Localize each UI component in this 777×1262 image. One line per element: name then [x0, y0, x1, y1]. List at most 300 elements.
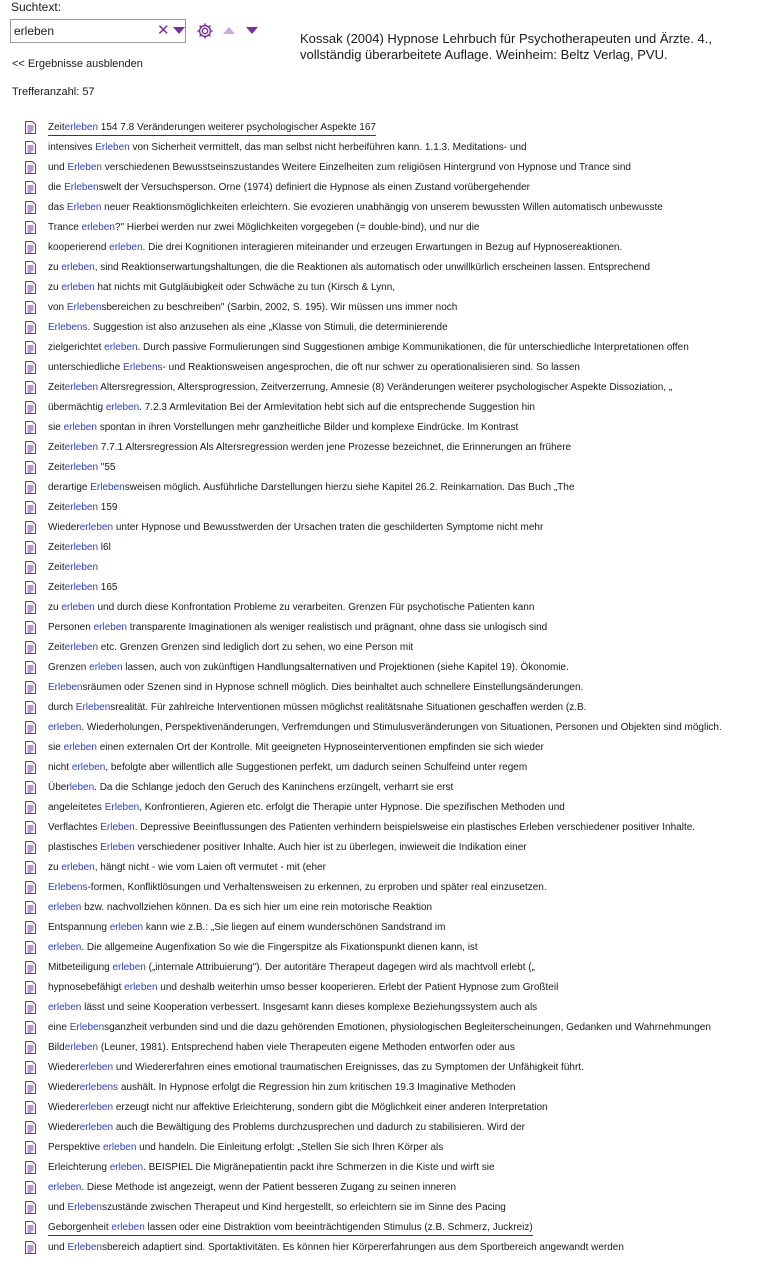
document-icon	[25, 741, 36, 754]
snippet-prefix: und	[48, 162, 68, 173]
result-snippet	[48, 981, 558, 994]
result-snippet	[48, 1181, 456, 1194]
search-term-highlight: erleben	[64, 1042, 99, 1053]
document-icon	[25, 1021, 36, 1034]
search-term-highlight: Erleben	[48, 682, 83, 693]
document-icon	[25, 861, 36, 874]
snippet-prefix: sie	[48, 742, 64, 753]
result-snippet	[48, 1081, 516, 1094]
snippet-prefix: Bild	[48, 1042, 65, 1053]
snippet-suffix: („internale Attribuierung"). Der autoritäre Therapeut dagegen wird als machtvoll erlebt („	[145, 962, 535, 973]
snippet-suffix: , hängt nicht - wie vom Laien oft vermutet - mit (eher	[94, 862, 326, 873]
list-item[interactable]	[0, 298, 777, 318]
snippet-suffix: etc. Grenzen Grenzen sind lediglich dort zu sehen, wo eine Person mit	[98, 642, 414, 653]
result-snippet	[48, 401, 535, 414]
snippet-prefix: übermächtig	[48, 402, 106, 413]
document-icon	[25, 1041, 36, 1054]
result-snippet	[48, 901, 432, 914]
result-snippet	[48, 1101, 548, 1114]
result-snippet	[48, 921, 445, 934]
snippet-suffix: aushält. In Hypnose erfolgt die Regression hin zum kritischen 19.3 Imaginative Methoden	[118, 1082, 516, 1093]
list-item[interactable]	[0, 218, 777, 238]
snippet-prefix: nicht	[48, 762, 72, 773]
result-snippet	[48, 1241, 624, 1254]
snippet-prefix: unterschiedliche	[48, 362, 124, 373]
result-snippet	[48, 341, 689, 354]
document-icon	[25, 241, 36, 254]
snippet-suffix: 159	[98, 502, 118, 513]
result-snippet	[48, 941, 478, 954]
search-term-highlight: erleben	[93, 622, 127, 633]
result-snippet	[48, 1141, 443, 1154]
search-term-highlight: erleben	[64, 642, 99, 653]
list-item[interactable]	[0, 578, 777, 598]
hide-results-link[interactable]: << Ergebnisse ausblenden	[12, 58, 143, 70]
result-snippet	[48, 621, 547, 634]
result-snippet	[48, 1001, 537, 1014]
list-item[interactable]	[0, 998, 777, 1018]
document-icon	[25, 641, 36, 654]
list-item[interactable]	[0, 318, 777, 338]
result-snippet	[48, 381, 672, 394]
document-icon	[25, 281, 36, 294]
snippet-prefix: die	[48, 182, 65, 193]
snippet-suffix: , Konfrontieren, Agieren etc. erfolgt die Therapie unter Hypnose. Die spezifischen Methoden und	[139, 802, 565, 813]
search-term-highlight: erleben	[63, 422, 97, 433]
document-icon	[25, 341, 36, 354]
search-term-highlight: erleben	[64, 562, 99, 573]
search-term-highlight: Erleben	[64, 182, 99, 193]
document-icon	[25, 461, 36, 474]
list-item[interactable]	[0, 178, 777, 198]
list-item[interactable]	[0, 898, 777, 918]
snippet-suffix: . Depressive Beeinflussungen des Patienten verhindern beispielsweise ein plastisches Erleben verschiedener positiver Inhalte.	[134, 822, 696, 833]
document-icon	[25, 321, 36, 334]
snippet-prefix: Zeit	[48, 382, 65, 393]
search-term-highlight: Erleben	[104, 802, 140, 813]
result-snippet	[48, 821, 695, 834]
snippet-prefix: hypnosebefähigt	[48, 982, 125, 993]
snippet-prefix: Zeit	[48, 122, 65, 133]
list-item[interactable]	[0, 778, 777, 798]
list-item[interactable]	[0, 238, 777, 258]
search-term-highlight: Erleben	[66, 302, 102, 313]
snippet-prefix: Geborgenheit	[48, 1222, 112, 1233]
list-item[interactable]	[0, 1198, 777, 1218]
result-snippet	[48, 661, 569, 674]
result-snippet	[48, 601, 534, 614]
snippet-prefix: Grenzen	[48, 662, 90, 673]
list-item[interactable]	[0, 478, 777, 498]
list-item[interactable]	[0, 1138, 777, 1158]
search-term-highlight: leben	[69, 782, 95, 793]
snippet-suffix: transparente Imaginationen als weniger realistisch und prägnant, ohne dass sie unlogisch sind	[126, 622, 548, 633]
snippet-suffix: und handeln. Die Einleitung erfolgt: „Stellen Sie sich Ihren Körper als	[136, 1142, 444, 1153]
document-icon	[25, 1241, 36, 1254]
document-icon	[25, 841, 36, 854]
snippet-suffix: bzw. nachvollziehen können. Da es sich hier um eine rein motorische Reaktion	[81, 902, 433, 913]
result-snippet	[48, 321, 448, 334]
document-icon	[25, 541, 36, 554]
snippet-suffix: . Die allgemeine Augenfixation So wie die Fingerspitze als Fixationspunkt dienen kann, ist	[81, 942, 478, 953]
document-icon	[25, 181, 36, 194]
snippet-prefix: Zeit	[48, 462, 65, 473]
search-term-highlight: Erleben	[95, 142, 130, 153]
result-snippet	[48, 141, 527, 154]
search-term-highlight: erleben	[105, 402, 140, 413]
snippet-prefix: Zeit	[48, 502, 65, 513]
document-icon	[25, 401, 36, 414]
list-item[interactable]	[0, 858, 777, 878]
document-icon	[25, 601, 36, 614]
result-snippet	[48, 641, 413, 654]
list-item[interactable]	[0, 1058, 777, 1078]
result-snippet	[48, 261, 650, 274]
list-item[interactable]	[0, 838, 777, 858]
search-term-highlight: Erleben	[100, 842, 135, 853]
snippet-suffix: . Diese Methode ist angezeigt, wenn der Patient besseren Zugang zu seinen inneren	[81, 1182, 457, 1193]
snippet-prefix: angeleitetes	[48, 802, 105, 813]
result-snippet	[48, 461, 115, 474]
snippet-prefix: eine	[48, 1022, 70, 1033]
document-icon	[25, 301, 36, 314]
snippet-suffix: sbereich adaptiert sind. Sportaktivitäten. Es können hier Körpererfahrungen aus dem Sportbereich angewandt werden	[101, 1242, 624, 1253]
snippet-prefix: Über	[48, 782, 70, 793]
result-snippet	[48, 1161, 495, 1174]
snippet-prefix: Trance	[48, 222, 82, 233]
document-icon	[25, 901, 36, 914]
search-term-highlight: Erlebens	[123, 362, 163, 373]
search-term-highlight: erleben	[48, 902, 82, 913]
result-snippet	[48, 361, 580, 374]
list-item[interactable]	[0, 938, 777, 958]
document-icon	[25, 761, 36, 774]
result-snippet	[48, 501, 118, 514]
list-item[interactable]	[0, 558, 777, 578]
search-term-highlight: erleben	[61, 282, 95, 293]
arrow-up-icon[interactable]	[223, 27, 235, 34]
search-label: Suchtext:	[11, 0, 62, 14]
list-item[interactable]	[0, 678, 777, 698]
snippet-suffix: 7.7.1 Altersregression Als Altersregression werden jene Prozesse bezeichnet, die Erinnerungen an frühere	[98, 442, 572, 453]
snippet-prefix: zielgerichtet	[48, 342, 105, 353]
snippet-prefix: Wieder	[48, 1122, 80, 1133]
result-snippet	[48, 1061, 584, 1074]
document-icon	[25, 361, 36, 374]
result-snippet	[48, 781, 453, 794]
snippet-suffix: auch die Bewältigung des Problems durchzusprechen und dadurch zu stabilisieren. Wird der	[113, 1122, 525, 1133]
list-item[interactable]	[0, 618, 777, 638]
search-term-highlight: erleben	[64, 542, 99, 553]
search-term-highlight: erleben	[64, 382, 99, 393]
result-snippet	[48, 741, 544, 754]
snippet-prefix: und	[48, 1202, 68, 1213]
snippet-suffix: sganzheit verbunden sind und die dazu gehörenden Emotionen, physiologischen Begleiterscheinungen, Gedanken und Wahrnehmungen	[104, 1022, 711, 1033]
list-item[interactable]	[0, 918, 777, 938]
arrow-down-icon[interactable]	[246, 27, 258, 34]
list-item[interactable]	[0, 818, 777, 838]
list-item[interactable]	[0, 198, 777, 218]
document-icon	[25, 261, 36, 274]
snippet-suffix: unter Hypnose und Bewusstwerden der Ursachen traten die geschilderten Symptome nicht mehr	[113, 522, 544, 533]
snippet-prefix: zu	[48, 602, 62, 613]
result-snippet	[48, 861, 326, 874]
result-snippet	[48, 881, 547, 894]
snippet-suffix: Altersregression, Altersprogression, Zeitverzerrung, Amnesie (8) Veränderungen weiterer psychologischer Aspekte Dissoziation, „	[98, 382, 673, 393]
result-snippet	[48, 961, 535, 974]
search-term-highlight: erleben	[124, 982, 158, 993]
result-snippet	[48, 701, 586, 714]
search-term-highlight: erleben	[81, 222, 115, 233]
result-snippet	[48, 681, 583, 694]
list-item[interactable]	[0, 1218, 777, 1238]
snippet-suffix: "55	[98, 462, 116, 473]
list-item[interactable]	[0, 358, 777, 378]
document-icon	[25, 121, 36, 134]
search-term-highlight: erleben	[64, 122, 99, 133]
snippet-suffix: szustände zwischen Therapeut und Kind hergestellt, so erleichtern sie im Sinne des Pacing	[101, 1202, 506, 1213]
result-snippet	[48, 241, 622, 254]
list-item[interactable]	[0, 438, 777, 458]
document-icon	[25, 821, 36, 834]
document-icon	[25, 521, 36, 534]
list-item[interactable]	[0, 418, 777, 438]
search-term-highlight: Erleben	[90, 482, 125, 493]
document-icon	[25, 201, 36, 214]
snippet-prefix: Entspannung	[48, 922, 110, 933]
document-icon	[25, 721, 36, 734]
result-snippet	[48, 841, 527, 854]
document-icon	[25, 1001, 36, 1014]
search-term-highlight: erleben	[79, 522, 114, 533]
result-snippet	[48, 1201, 506, 1214]
source-citation: Kossak (2004) Hypnose Lehrbuch für Psychotherapeuten und Ärzte. 4., vollständig überarbeitete Auflage. Weinheim: Beltz Verlag, PVU.	[300, 31, 712, 62]
snippet-suffix: srealität. Für zahlreiche Interventionen müssen möglichst realitätsnahe Situationen geschaffen werden (z.B.	[110, 702, 587, 713]
list-item[interactable]	[0, 538, 777, 558]
list-item[interactable]	[0, 258, 777, 278]
list-item[interactable]	[0, 338, 777, 358]
snippet-suffix: und Wiedererfahren eines emotional traumatischen Ereignisses, das zu Symptomen der Unfähigkeit führt.	[113, 1062, 584, 1073]
list-item[interactable]	[0, 878, 777, 898]
snippet-suffix: neuer Reaktionsmöglichkeiten erleichtern. Sie evozieren unabhängig von unserem bewussten Willen automatisch unbewusste	[101, 202, 663, 213]
snippet-prefix: das	[48, 202, 67, 213]
snippet-prefix: von	[48, 302, 67, 313]
snippet-suffix: , sind Reaktionserwartungshaltungen, die die Reaktionen als automatisch oder unwillkürlich erscheinen lassen. Entsprechend	[94, 262, 651, 273]
document-icon	[25, 221, 36, 234]
document-icon	[25, 621, 36, 634]
search-term-highlight: Erleben	[67, 1242, 102, 1253]
search-term-highlight: erleben	[61, 602, 95, 613]
document-icon	[25, 1121, 36, 1134]
snippet-prefix: Erleichterung	[48, 1162, 110, 1173]
list-item[interactable]	[0, 378, 777, 398]
snippet-suffix: (Leuner, 1981). Entsprechend haben viele Therapeuten eigene Methoden entworfen oder aus	[98, 1042, 515, 1053]
snippet-suffix: verschiedenen Bewusstseinszustandes Weitere Einzelheiten zum religiösen Hintergrund von Hypnose und Trance sind	[101, 162, 631, 173]
search-term-highlight: erleben	[109, 1162, 144, 1173]
hit-count: Trefferanzahl: 57	[12, 86, 95, 98]
snippet-prefix: Wieder	[48, 522, 80, 533]
snippet-prefix: durch	[48, 702, 76, 713]
result-snippet	[48, 1221, 533, 1236]
snippet-prefix: Zeit	[48, 442, 65, 453]
list-item[interactable]	[0, 1158, 777, 1178]
snippet-suffix: spontan in ihren Vorstellungen mehr ganzheitliche Bilder und komplexe Eindrücke. Im Kontrast	[96, 422, 519, 433]
search-term-highlight: Erleben	[69, 1022, 105, 1033]
document-icon	[25, 1161, 36, 1174]
document-icon	[25, 661, 36, 674]
list-item[interactable]	[0, 1018, 777, 1038]
snippet-suffix: verschiedener positiver Inhalte. Auch hier ist zu überlegen, inwieweit die Indikation einer	[134, 842, 527, 853]
search-term-highlight: erleben	[109, 242, 143, 253]
list-item[interactable]	[0, 758, 777, 778]
search-term-highlight: Erleben	[75, 702, 111, 713]
snippet-prefix: zu	[48, 282, 62, 293]
search-term-highlight: erleben	[89, 662, 123, 673]
result-snippet	[48, 581, 118, 594]
document-icon	[25, 941, 36, 954]
results-list	[0, 118, 777, 1258]
search-term-highlight: erleben	[61, 862, 95, 873]
list-item[interactable]	[0, 498, 777, 518]
document-icon	[25, 581, 36, 594]
document-icon	[25, 1061, 36, 1074]
search-term-highlight: erleben	[104, 342, 138, 353]
snippet-suffix: von Sicherheit vermittelt, das man selbst nicht herbeiführen kann. 1.1.3. Meditations- und	[129, 142, 527, 153]
list-item[interactable]	[0, 398, 777, 418]
snippet-suffix: einen externalen Ort der Kontrolle. Mit geeigneten Hypnoseinterventionen empfinden sie sich wieder	[96, 742, 544, 753]
document-icon	[25, 1181, 36, 1194]
list-item[interactable]	[0, 1238, 777, 1258]
snippet-suffix: ?" Hierbei werden nur zwei Möglichkeiten vorgegeben (= double-bind), und nur die	[114, 222, 480, 233]
snippet-suffix: , befolgte aber willentlich alle Suggestionen perfekt, um dadurch seinen Schulfeind unter regem	[105, 762, 528, 773]
snippet-prefix: Wieder	[48, 1062, 80, 1073]
document-icon	[25, 141, 36, 154]
list-item[interactable]	[0, 458, 777, 478]
snippet-prefix: Zeit	[48, 642, 65, 653]
document-icon	[25, 801, 36, 814]
snippet-suffix: -formen, Konfliktlösungen und Verhaltensweisen zu erkennen, zu erproben und später real einzusetzen.	[87, 882, 547, 893]
list-item[interactable]	[0, 158, 777, 178]
gear-icon[interactable]	[196, 22, 214, 40]
list-item[interactable]	[0, 638, 777, 658]
list-item[interactable]	[0, 118, 777, 138]
snippet-prefix: Personen	[48, 622, 94, 633]
snippet-suffix: l6l	[98, 542, 111, 553]
list-item[interactable]	[0, 598, 777, 618]
result-snippet	[48, 801, 565, 814]
search-term-highlight: erleben	[64, 582, 99, 593]
snippet-prefix: Verflachtes	[48, 822, 101, 833]
document-icon	[25, 481, 36, 494]
result-snippet	[48, 201, 663, 214]
document-icon	[25, 501, 36, 514]
result-snippet	[48, 721, 722, 734]
search-term-highlight: Erlebens	[48, 882, 88, 893]
snippet-prefix: derartige	[48, 482, 91, 493]
document-icon	[25, 1101, 36, 1114]
list-item[interactable]	[0, 1038, 777, 1058]
snippet-suffix: 165	[98, 582, 118, 593]
list-item[interactable]	[0, 958, 777, 978]
search-term-highlight: erleben	[71, 762, 106, 773]
close-icon[interactable]: ✕	[157, 22, 170, 39]
list-item[interactable]	[0, 138, 777, 158]
result-snippet	[48, 421, 518, 434]
list-item[interactable]	[0, 1118, 777, 1138]
search-term-highlight: erlebens	[79, 1082, 119, 1093]
snippet-prefix: plastisches	[48, 842, 101, 853]
snippet-prefix: Perspektive	[48, 1142, 104, 1153]
search-field[interactable]	[10, 19, 186, 43]
list-item[interactable]	[0, 518, 777, 538]
result-snippet	[48, 521, 543, 534]
list-item[interactable]	[0, 978, 777, 998]
search-term-highlight: erleben	[79, 1122, 114, 1133]
list-item[interactable]	[0, 278, 777, 298]
result-snippet	[48, 541, 111, 554]
search-term-highlight: Erlebens	[48, 322, 88, 333]
search-term-highlight: Erleben	[67, 1202, 102, 1213]
document-icon	[25, 1081, 36, 1094]
search-input[interactable]	[14, 23, 154, 39]
snippet-prefix: Wieder	[48, 1082, 80, 1093]
search-term-highlight: erleben	[63, 742, 97, 753]
document-icon	[25, 981, 36, 994]
snippet-suffix: und durch diese Konfrontation Probleme zu verarbeiten. Grenzen Für psychotische Patienten kann	[94, 602, 535, 613]
snippet-suffix: . Suggestion ist also anzusehen als eine „Klasse von Stimuli, die determinierende	[87, 322, 448, 333]
list-item[interactable]	[0, 1098, 777, 1118]
snippet-suffix: sweisen möglich. Ausführliche Darstellungen hierzu siehe Kapitel 26.2. Reinkarnation. Das Buch „The	[124, 482, 575, 493]
document-icon	[25, 1221, 36, 1234]
document-icon	[25, 881, 36, 894]
result-snippet	[48, 121, 376, 136]
search-term-highlight: erleben	[79, 1102, 114, 1113]
snippet-prefix: Zeit	[48, 582, 65, 593]
result-snippet	[48, 561, 98, 574]
list-item[interactable]	[0, 1178, 777, 1198]
search-term-highlight: erleben	[48, 722, 82, 733]
snippet-suffix: . Die drei Kognitionen interagieren miteinander und erzeugen Erwartungen in Bezug auf Hypnosereaktionen.	[142, 242, 623, 253]
search-term-highlight: Erleben	[100, 822, 135, 833]
snippet-suffix: - und Reaktionsweisen angesprochen, die oft nur schwer zu operationalisieren sind. So lassen	[162, 362, 580, 373]
list-item[interactable]	[0, 658, 777, 678]
result-snippet	[48, 1121, 525, 1134]
document-icon	[25, 561, 36, 574]
result-snippet	[48, 221, 480, 234]
list-item[interactable]	[0, 1078, 777, 1098]
result-snippet	[48, 1021, 711, 1034]
snippet-prefix: Zeit	[48, 542, 65, 553]
snippet-prefix: Wieder	[48, 1102, 80, 1113]
chevron-down-icon[interactable]	[173, 27, 185, 34]
snippet-prefix: intensives	[48, 142, 96, 153]
search-term-highlight: erleben	[48, 1002, 82, 1013]
search-term-highlight: erleben	[103, 1142, 137, 1153]
list-item[interactable]	[0, 738, 777, 758]
snippet-prefix: zu	[48, 862, 62, 873]
snippet-prefix: Mitbeteiligung	[48, 962, 113, 973]
snippet-suffix: sbereichen zu beschreiben" (Sarbin, 2002, S. 195). Wir müssen uns immer noch	[101, 302, 458, 313]
snippet-suffix: 154 7.8 Veränderungen weiterer psychologischer Aspekte 167	[98, 122, 376, 133]
document-icon	[25, 701, 36, 714]
list-item[interactable]	[0, 698, 777, 718]
list-item[interactable]	[0, 798, 777, 818]
search-term-highlight: erleben	[61, 262, 95, 273]
document-icon	[25, 681, 36, 694]
snippet-suffix: . Wiederholungen, Perspektivenänderungen, Verfremdungen und Stimulusveränderungen von Situationen, Personen und Objekten sind möglich.	[81, 722, 722, 733]
search-term-highlight: Erleben	[67, 162, 102, 173]
list-item[interactable]	[0, 718, 777, 738]
